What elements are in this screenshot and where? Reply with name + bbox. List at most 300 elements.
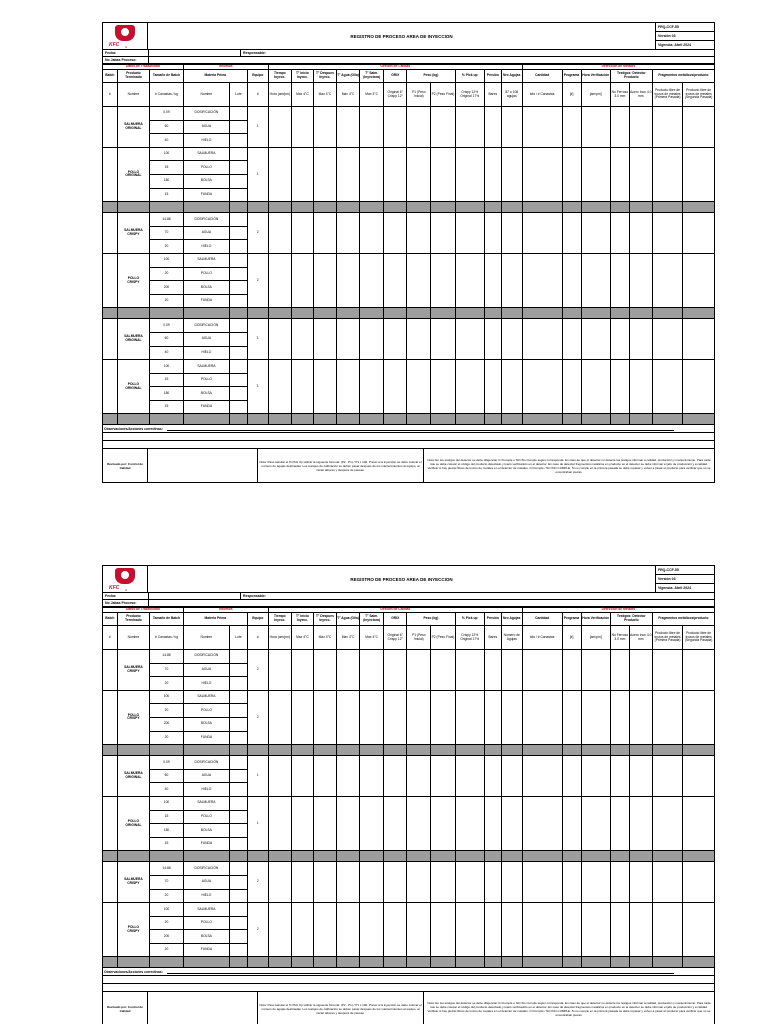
entry-cell[interactable]: [431, 319, 455, 360]
lote-cell[interactable]: [229, 387, 247, 401]
product-name-line: SALMUERA: [124, 771, 143, 776]
entry-cell[interactable]: [522, 690, 562, 744]
entry-cell[interactable]: [431, 253, 455, 307]
entry-cell[interactable]: [291, 862, 313, 903]
lote-cell[interactable]: [229, 294, 247, 308]
entry-cell[interactable]: [360, 147, 384, 201]
batch-cell[interactable]: [103, 903, 118, 957]
entry-cell[interactable]: [629, 756, 652, 797]
entry-cell[interactable]: [484, 213, 501, 254]
entry-cell[interactable]: [291, 650, 313, 691]
raw-material: BOLSA: [183, 387, 229, 401]
entry-cell[interactable]: [455, 796, 484, 850]
lote-cell[interactable]: [229, 213, 247, 227]
entry-cell[interactable]: [562, 796, 581, 850]
entry-cell[interactable]: [313, 319, 336, 360]
separator-cell: [629, 308, 652, 319]
lote-cell[interactable]: [229, 281, 247, 295]
raw-material: POLLO: [183, 810, 229, 824]
entry-cell[interactable]: [337, 756, 360, 797]
entry-cell[interactable]: [291, 903, 313, 957]
entry-cell[interactable]: [581, 862, 610, 903]
entry-cell[interactable]: [652, 796, 682, 850]
entry-cell[interactable]: [431, 107, 455, 148]
col-producto: Producto Terminado: [117, 613, 150, 626]
entry-cell[interactable]: [337, 213, 360, 254]
batch-cell[interactable]: [103, 147, 118, 201]
product-name-line: SALMUERA: [124, 228, 143, 233]
entry-cell[interactable]: [501, 862, 522, 903]
entry-cell[interactable]: [610, 690, 629, 744]
entry-cell[interactable]: [484, 147, 501, 201]
entry-cell[interactable]: [629, 690, 652, 744]
entry-cell[interactable]: [629, 213, 652, 254]
entry-cell[interactable]: [629, 147, 652, 201]
entry-cell[interactable]: [522, 213, 562, 254]
lote-cell[interactable]: [229, 796, 247, 810]
entry-cell[interactable]: [384, 360, 407, 414]
lote-cell[interactable]: [229, 756, 247, 770]
entry-cell[interactable]: [629, 107, 652, 148]
lote-cell[interactable]: [229, 875, 247, 889]
entry-cell[interactable]: [610, 862, 629, 903]
entry-cell[interactable]: [407, 107, 431, 148]
fecha-field[interactable]: [148, 593, 241, 599]
entry-cell[interactable]: [652, 319, 682, 360]
entry-cell[interactable]: [360, 253, 384, 307]
entry-cell[interactable]: [610, 756, 629, 797]
lote-cell[interactable]: [229, 107, 247, 121]
batch-cell[interactable]: [103, 756, 118, 797]
lote-cell[interactable]: [229, 650, 247, 664]
col-pickup: % Pick up: [455, 70, 484, 83]
separator-cell: [652, 308, 682, 319]
entry-cell[interactable]: [610, 147, 629, 201]
signature-area[interactable]: [148, 449, 258, 482]
lote-cell[interactable]: [229, 188, 247, 202]
entry-cell[interactable]: [313, 690, 336, 744]
entry-cell[interactable]: [610, 650, 629, 691]
entry-cell[interactable]: [484, 756, 501, 797]
entry-cell[interactable]: [683, 107, 715, 148]
entry-cell[interactable]: [581, 147, 610, 201]
entry-cell[interactable]: [652, 147, 682, 201]
entry-cell[interactable]: [562, 213, 581, 254]
entry-cell[interactable]: [683, 650, 715, 691]
entry-cell[interactable]: [291, 213, 313, 254]
entry-cell[interactable]: [407, 903, 431, 957]
entry-cell[interactable]: [407, 756, 431, 797]
entry-cell[interactable]: [291, 147, 313, 201]
entry-cell[interactable]: [683, 690, 715, 744]
entry-cell[interactable]: [522, 253, 562, 307]
entry-cell[interactable]: [360, 650, 384, 691]
lote-cell[interactable]: [229, 360, 247, 374]
entry-cell[interactable]: [313, 107, 336, 148]
jabas-field[interactable]: [148, 600, 714, 606]
entry-cell[interactable]: [337, 253, 360, 307]
entry-cell[interactable]: [313, 650, 336, 691]
batch-cell[interactable]: [103, 360, 118, 414]
entry-cell[interactable]: [522, 862, 562, 903]
entry-cell[interactable]: [384, 862, 407, 903]
entry-cell[interactable]: [522, 107, 562, 148]
entry-cell[interactable]: [291, 253, 313, 307]
entry-cell[interactable]: [501, 107, 522, 148]
col-presion: Presión: [484, 70, 501, 83]
entry-cell[interactable]: [581, 650, 610, 691]
entry-cell[interactable]: [501, 756, 522, 797]
entry-cell[interactable]: [313, 756, 336, 797]
entry-cell[interactable]: [431, 690, 455, 744]
entry-cell[interactable]: [484, 862, 501, 903]
entry-cell[interactable]: [431, 903, 455, 957]
batch-size: 0.09: [150, 319, 184, 333]
lote-cell[interactable]: [229, 332, 247, 346]
lote-cell[interactable]: [229, 267, 247, 281]
entry-cell[interactable]: [337, 147, 360, 201]
entry-cell[interactable]: [652, 903, 682, 957]
lote-cell[interactable]: [229, 161, 247, 175]
entry-cell[interactable]: [455, 756, 484, 797]
separator-cell: [313, 745, 336, 756]
lote-cell[interactable]: [229, 704, 247, 718]
lote-cell[interactable]: [229, 862, 247, 876]
entry-cell[interactable]: [683, 213, 715, 254]
entry-cell[interactable]: [484, 107, 501, 148]
separator-cell: [384, 414, 407, 425]
entry-cell[interactable]: [313, 796, 336, 850]
entry-cell[interactable]: [683, 903, 715, 957]
entry-cell[interactable]: [268, 903, 291, 957]
entry-cell[interactable]: [610, 796, 629, 850]
entry-cell[interactable]: [562, 319, 581, 360]
lote-cell[interactable]: [229, 717, 247, 731]
entry-cell[interactable]: [484, 690, 501, 744]
entry-cell[interactable]: [268, 690, 291, 744]
entry-cell[interactable]: [562, 903, 581, 957]
entry-cell[interactable]: [455, 213, 484, 254]
entry-cell[interactable]: [291, 756, 313, 797]
entry-cell[interactable]: [268, 756, 291, 797]
entry-cell[interactable]: [610, 213, 629, 254]
entry-cell[interactable]: [337, 319, 360, 360]
entry-cell[interactable]: [581, 107, 610, 148]
lote-cell[interactable]: [229, 147, 247, 161]
fecha-field[interactable]: [148, 50, 241, 56]
product-name-line: ORIGINAL: [125, 125, 142, 130]
entry-cell[interactable]: [629, 319, 652, 360]
entry-cell[interactable]: [455, 690, 484, 744]
entry-cell[interactable]: [501, 650, 522, 691]
entry-cell[interactable]: [581, 690, 610, 744]
entry-cell[interactable]: [455, 862, 484, 903]
lote-cell[interactable]: [229, 663, 247, 677]
entry-cell[interactable]: [431, 796, 455, 850]
entry-cell[interactable]: [407, 253, 431, 307]
batch-separator: [103, 957, 715, 968]
batch-cell[interactable]: [103, 796, 118, 850]
entry-cell[interactable]: [581, 360, 610, 414]
lote-cell[interactable]: [229, 824, 247, 838]
batch-cell[interactable]: [103, 650, 118, 691]
lote-cell[interactable]: [229, 943, 247, 957]
entry-cell[interactable]: [522, 319, 562, 360]
batch-cell[interactable]: [103, 862, 118, 903]
entry-cell[interactable]: [360, 796, 384, 850]
entry-cell[interactable]: [610, 319, 629, 360]
entry-cell[interactable]: [313, 253, 336, 307]
entry-cell[interactable]: [384, 650, 407, 691]
entry-cell[interactable]: [268, 213, 291, 254]
entry-cell[interactable]: [384, 756, 407, 797]
entry-cell[interactable]: [384, 319, 407, 360]
entry-cell[interactable]: [562, 650, 581, 691]
lote-cell[interactable]: [229, 253, 247, 267]
lote-cell[interactable]: [229, 783, 247, 797]
entry-cell[interactable]: [522, 360, 562, 414]
entry-cell[interactable]: [360, 107, 384, 148]
lote-cell[interactable]: [229, 903, 247, 917]
entry-cell[interactable]: [360, 360, 384, 414]
entry-cell[interactable]: [484, 903, 501, 957]
entry-cell[interactable]: [360, 319, 384, 360]
observaciones-field[interactable]: [167, 970, 674, 974]
entry-cell[interactable]: [384, 213, 407, 254]
entry-cell[interactable]: [562, 756, 581, 797]
entry-cell[interactable]: [407, 690, 431, 744]
lote-cell[interactable]: [229, 889, 247, 903]
entry-cell[interactable]: [562, 253, 581, 307]
entry-cell[interactable]: [581, 903, 610, 957]
batch-cell[interactable]: [103, 253, 118, 307]
entry-cell[interactable]: [431, 213, 455, 254]
entry-cell[interactable]: [652, 253, 682, 307]
entry-cell[interactable]: [407, 862, 431, 903]
entry-cell[interactable]: [407, 319, 431, 360]
entry-cell[interactable]: [562, 147, 581, 201]
table-row: [103, 690, 715, 704]
entry-cell[interactable]: [384, 796, 407, 850]
lote-cell[interactable]: [229, 373, 247, 387]
lote-cell[interactable]: [229, 916, 247, 930]
entry-cell[interactable]: [431, 862, 455, 903]
entry-cell[interactable]: [562, 360, 581, 414]
entry-cell[interactable]: [522, 756, 562, 797]
entry-cell[interactable]: [683, 147, 715, 201]
separator-cell: [581, 414, 610, 425]
entry-cell[interactable]: [360, 903, 384, 957]
entry-cell[interactable]: [562, 107, 581, 148]
lote-cell[interactable]: [229, 400, 247, 414]
lote-cell[interactable]: [229, 226, 247, 240]
lote-cell[interactable]: [229, 240, 247, 254]
lote-cell[interactable]: [229, 930, 247, 944]
entry-cell[interactable]: [501, 360, 522, 414]
entry-cell[interactable]: [455, 147, 484, 201]
entry-cell[interactable]: [501, 253, 522, 307]
entry-cell[interactable]: [683, 862, 715, 903]
observaciones-field[interactable]: [167, 427, 674, 431]
entry-cell[interactable]: [337, 360, 360, 414]
entry-cell[interactable]: [407, 360, 431, 414]
lote-cell[interactable]: [229, 346, 247, 360]
entry-cell[interactable]: [629, 862, 652, 903]
entry-cell[interactable]: [313, 360, 336, 414]
entry-cell[interactable]: [313, 862, 336, 903]
entry-cell[interactable]: [610, 903, 629, 957]
entry-cell[interactable]: [683, 360, 715, 414]
entry-cell[interactable]: [581, 796, 610, 850]
entry-cell[interactable]: [501, 903, 522, 957]
entry-cell[interactable]: [610, 253, 629, 307]
col-programa: Programa: [562, 613, 581, 626]
entry-cell[interactable]: [337, 796, 360, 850]
entry-cell[interactable]: [268, 319, 291, 360]
entry-cell[interactable]: [629, 903, 652, 957]
entry-cell[interactable]: [384, 147, 407, 201]
entry-cell[interactable]: [384, 690, 407, 744]
entry-cell[interactable]: [581, 756, 610, 797]
entry-cell[interactable]: [268, 862, 291, 903]
entry-cell[interactable]: [455, 253, 484, 307]
entry-cell[interactable]: [360, 756, 384, 797]
lote-cell[interactable]: [229, 677, 247, 691]
batch-cell[interactable]: [103, 319, 118, 360]
entry-cell[interactable]: [629, 650, 652, 691]
entry-cell[interactable]: [431, 360, 455, 414]
entry-cell[interactable]: [455, 903, 484, 957]
entry-cell[interactable]: [501, 147, 522, 201]
entry-cell[interactable]: [581, 253, 610, 307]
lote-cell[interactable]: [229, 810, 247, 824]
entry-cell[interactable]: [291, 690, 313, 744]
product-name: [117, 107, 150, 148]
entry-cell[interactable]: [581, 319, 610, 360]
entry-cell[interactable]: [337, 903, 360, 957]
entry-cell[interactable]: [337, 690, 360, 744]
entry-cell[interactable]: [484, 650, 501, 691]
entry-cell[interactable]: [484, 796, 501, 850]
entry-cell[interactable]: [652, 862, 682, 903]
entry-cell[interactable]: [291, 360, 313, 414]
entry-cell[interactable]: [407, 147, 431, 201]
entry-cell[interactable]: [360, 213, 384, 254]
explain-cell: Lote: [229, 626, 247, 650]
entry-cell[interactable]: [313, 903, 336, 957]
entry-cell[interactable]: [484, 360, 501, 414]
entry-cell[interactable]: [683, 253, 715, 307]
entry-cell[interactable]: [431, 147, 455, 201]
entry-cell[interactable]: [522, 796, 562, 850]
entry-cell[interactable]: [455, 650, 484, 691]
entry-cell[interactable]: [484, 253, 501, 307]
entry-cell[interactable]: [610, 107, 629, 148]
entry-cell[interactable]: [455, 360, 484, 414]
entry-cell[interactable]: [268, 360, 291, 414]
entry-cell[interactable]: [268, 650, 291, 691]
entry-cell[interactable]: [629, 253, 652, 307]
entry-cell[interactable]: [337, 650, 360, 691]
entry-cell[interactable]: [268, 253, 291, 307]
entry-cell[interactable]: [501, 319, 522, 360]
entry-cell[interactable]: [337, 862, 360, 903]
entry-cell[interactable]: [522, 650, 562, 691]
separator-cell: [683, 202, 715, 213]
batch-cell[interactable]: [103, 690, 118, 744]
entry-cell[interactable]: [360, 862, 384, 903]
entry-cell[interactable]: [268, 796, 291, 850]
entry-cell[interactable]: [337, 107, 360, 148]
entry-cell[interactable]: [360, 690, 384, 744]
separator-cell: [268, 957, 291, 968]
entry-cell[interactable]: [384, 253, 407, 307]
entry-cell[interactable]: [501, 690, 522, 744]
entry-cell[interactable]: [455, 319, 484, 360]
entry-cell[interactable]: [268, 147, 291, 201]
entry-cell[interactable]: [562, 690, 581, 744]
entry-cell[interactable]: [522, 903, 562, 957]
entry-cell[interactable]: [384, 107, 407, 148]
entry-cell[interactable]: [652, 213, 682, 254]
entry-cell[interactable]: [629, 360, 652, 414]
entry-cell[interactable]: [313, 147, 336, 201]
lote-cell[interactable]: [229, 319, 247, 333]
entry-cell[interactable]: [431, 756, 455, 797]
lote-cell[interactable]: [229, 769, 247, 783]
entry-cell[interactable]: [291, 319, 313, 360]
batch-cell[interactable]: [103, 107, 118, 148]
entry-cell[interactable]: [629, 796, 652, 850]
entry-cell[interactable]: [455, 107, 484, 148]
entry-cell[interactable]: [652, 107, 682, 148]
entry-cell[interactable]: [501, 213, 522, 254]
entry-cell[interactable]: [484, 319, 501, 360]
entry-cell[interactable]: [501, 796, 522, 850]
entry-cell[interactable]: [683, 319, 715, 360]
signature-area[interactable]: [148, 992, 258, 1024]
product-name-line: CRISPY: [127, 668, 140, 673]
entry-cell[interactable]: [652, 360, 682, 414]
entry-cell[interactable]: [652, 650, 682, 691]
entry-cell[interactable]: [384, 903, 407, 957]
entry-cell[interactable]: [522, 147, 562, 201]
lote-cell[interactable]: [229, 134, 247, 148]
jabas-field[interactable]: [148, 57, 714, 63]
batch-cell[interactable]: [103, 213, 118, 254]
lote-cell[interactable]: [229, 690, 247, 704]
lote-cell[interactable]: [229, 120, 247, 134]
entry-cell[interactable]: [581, 213, 610, 254]
entry-cell[interactable]: [652, 756, 682, 797]
entry-cell[interactable]: [683, 796, 715, 850]
entry-cell[interactable]: [268, 107, 291, 148]
entry-cell[interactable]: [562, 862, 581, 903]
entry-cell[interactable]: [313, 213, 336, 254]
entry-cell[interactable]: [652, 690, 682, 744]
entry-cell[interactable]: [407, 213, 431, 254]
lote-cell[interactable]: [229, 731, 247, 745]
entry-cell[interactable]: [683, 756, 715, 797]
lote-cell[interactable]: [229, 174, 247, 188]
entry-cell[interactable]: [407, 650, 431, 691]
entry-cell[interactable]: [431, 650, 455, 691]
entry-cell[interactable]: [291, 796, 313, 850]
entry-cell[interactable]: [407, 796, 431, 850]
entry-cell[interactable]: [291, 107, 313, 148]
lote-cell[interactable]: [229, 837, 247, 851]
entry-cell[interactable]: [610, 360, 629, 414]
